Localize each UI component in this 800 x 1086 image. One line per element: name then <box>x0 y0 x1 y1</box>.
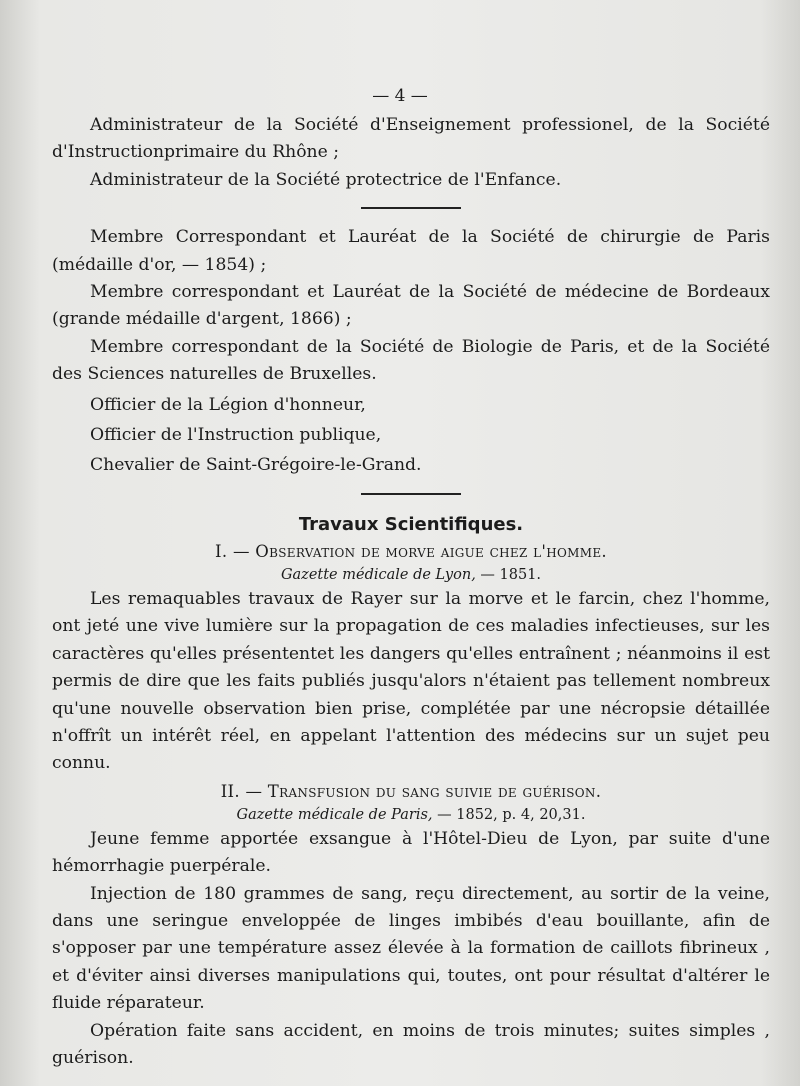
section-divider <box>361 207 461 209</box>
section-heading: Travaux Scientifiques. <box>298 513 524 535</box>
article-title: II. — Transfusion du sang suivie de guérison. <box>220 781 602 801</box>
paragraph-membre-chirurgie: Membre Correspondant et Lauréat de la Société de chirurgie de Paris (médaille d'or, — 1854) ; <box>52 227 770 275</box>
article-title: I. — Observation de morve aigue chez l'homme. <box>215 541 607 561</box>
page-content <box>52 112 770 1072</box>
paragraph-membre-biologie: Membre correspondant de la Société de Biologie de Paris, et de la Société des Sciences naturelles de Bruxelles. <box>52 336 770 385</box>
section-divider <box>361 493 461 495</box>
article-paragraph: Les remaquables travaux de Rayer sur la morve et le farcin, chez l'homme, ont jeté une vive lumière sur la propagation de ces maladies infectieuses, sur les caractères qu'elles présententet les dangers qu'elles entraînent ; néanmoins il est permis de dire que les faits publiés jusqu'alors n'étaient pas tellement nombreux qu'une nouvelle observation bien prise, complétée par une nécropsie détaillée n'offrît un intérêt réel, en appelant l'attention des médecins sur un sujet peu connu. <box>52 588 770 774</box>
source-journal: Gazette médicale de Lyon, <box>280 566 476 583</box>
honor-instruction: Officier de l'Instruction publique, <box>90 425 382 446</box>
article-paragraph: Jeune femme apportée exsangue à l'Hôtel-Dieu de Lyon, par suite d'une hémorrhagie puerpérale. <box>52 828 770 877</box>
article-paragraph: Opération faite sans accident, en moins de trois minutes; suites simples , guérison. <box>52 1020 770 1068</box>
honor-legion: Officier de la Légion d'honneur, <box>90 394 366 415</box>
article-paragraph: Injection de 180 grammes de sang, reçu directement, au sortir de la veine, dans une seringue enveloppée de linges imbibés d'eau bouillante, afin de s'opposer par une température assez élevée à la formation de caillots fibrineux , et d'éviter ainsi diverses manipulations qui, toutes, ont pour résultat d'altérer le fluide réparateur. <box>52 883 770 1014</box>
paragraph-membre-bordeaux: Membre correspondant et Lauréat de la Société de médecine de Bordeaux (grande médaille d'argent, 1866) ; <box>52 282 770 330</box>
source-details: — 1851. <box>475 566 542 583</box>
paragraph-admin-enfance: Administrateur de la Société protectrice de l'Enfance. <box>90 169 562 190</box>
article-source <box>52 804 770 826</box>
paragraph-admin-enseignement: Administrateur de la Société d'Enseignement professionel, de la Société d'Instructionprimaire du Rhône ; <box>52 115 770 163</box>
article-source <box>52 564 770 586</box>
source-details: — 1852, p. 4, 20,31. <box>432 806 586 823</box>
source-journal: Gazette médicale de Paris, <box>236 806 433 823</box>
honor-saint-gregoire: Chevalier de Saint-Grégoire-le-Grand. <box>90 455 422 476</box>
page-number: — 4 — <box>372 86 428 106</box>
